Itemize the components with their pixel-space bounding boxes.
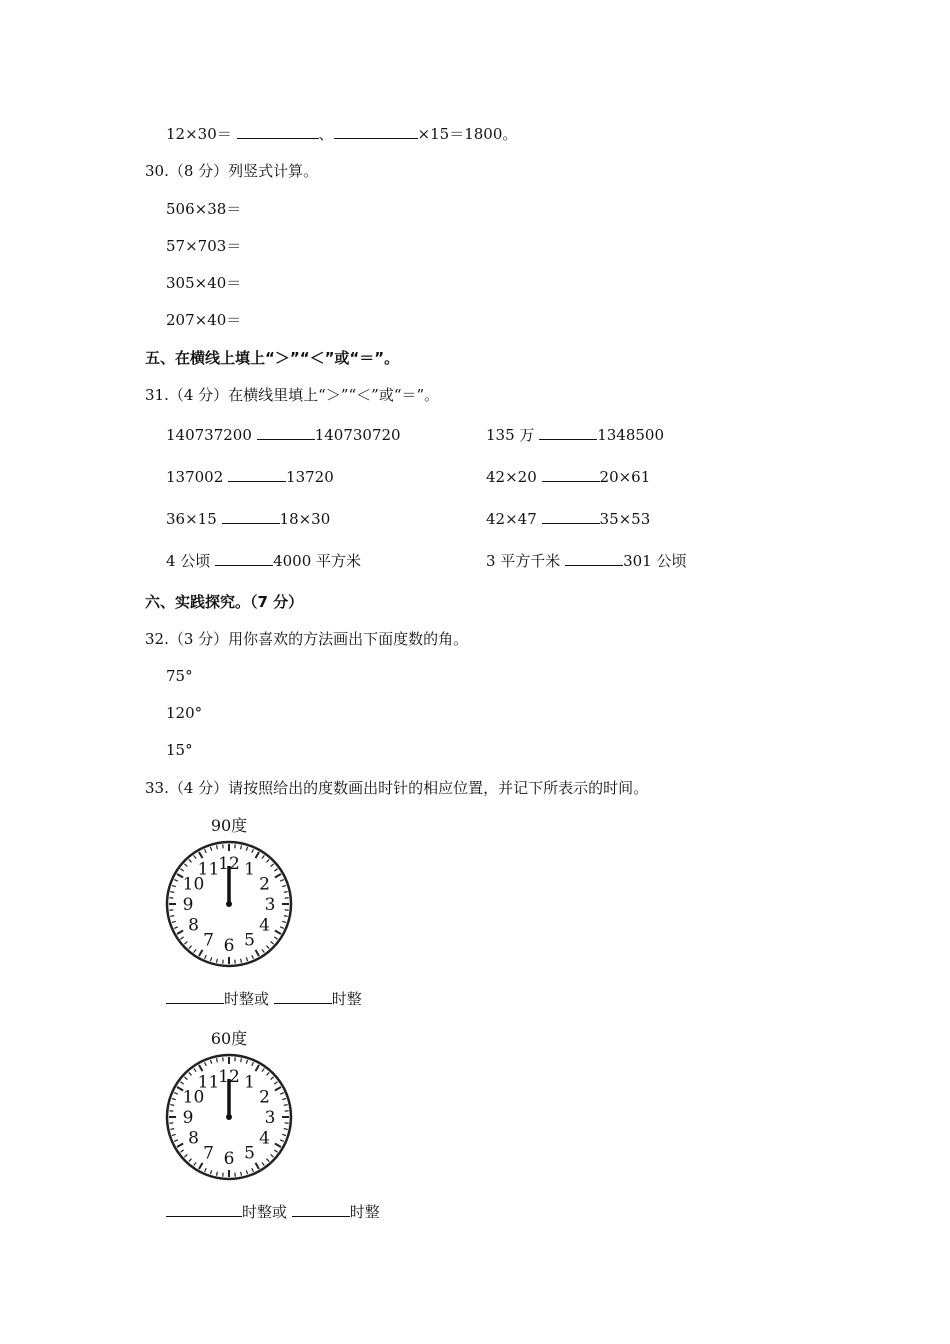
section-5-heading: 五、在横线上填上“＞”“＜”或“＝”。	[145, 349, 400, 367]
clock-number: 4	[259, 915, 270, 936]
answer-text: 时整	[331, 990, 362, 1008]
clock-tick	[217, 1058, 218, 1062]
q33-answer-line-1	[166, 989, 362, 1009]
comparison-right-value: 20×61	[599, 468, 651, 486]
clock-tick	[217, 1172, 218, 1176]
clock-number: 5	[244, 1143, 255, 1164]
comparison-right-value: 4000 平方米	[273, 552, 362, 570]
hour-blank[interactable]	[166, 1202, 242, 1217]
clock-number: 10	[182, 874, 205, 895]
clock-degree-label: 90度	[210, 816, 248, 835]
q31-right-item	[486, 551, 687, 571]
q32-title: 32.（3 分）用你喜欢的方法画出下面度数的角。	[145, 630, 469, 648]
q33-answer-line-2	[166, 1202, 380, 1222]
comparison-left-value: 36×15	[166, 510, 217, 528]
q32-angle: 75°	[166, 667, 193, 685]
clock-center	[226, 901, 232, 907]
q30-item: 207×40＝	[166, 311, 242, 329]
clock-number: 9	[182, 895, 194, 915]
clock-number: 5	[244, 930, 255, 951]
clock-number: 11	[197, 1072, 220, 1093]
q33-title: 33.（4 分）请按照给出的度数画出时针的相应位置，并记下所表示的时间。	[145, 779, 649, 797]
comparison-left-value: 140737200	[166, 426, 252, 444]
clock-number: 8	[188, 915, 199, 936]
clock-number: 3	[264, 895, 276, 915]
answer-blank[interactable]	[334, 124, 418, 139]
clock-tick	[241, 959, 242, 963]
q31-left-item	[166, 467, 334, 487]
clock-tick	[217, 845, 218, 849]
clock-tick	[170, 916, 174, 917]
clock-tick	[241, 845, 242, 849]
q31-left-item	[166, 551, 361, 571]
clock-number: 2	[259, 874, 270, 895]
comparison-right-value: 1348500	[597, 426, 664, 444]
q29-tail-line	[166, 124, 517, 144]
clock-tick	[241, 1172, 242, 1176]
clock-tick	[170, 1129, 174, 1130]
q31-left-item	[166, 509, 330, 529]
answer-blank[interactable]	[237, 124, 319, 139]
hour-blank[interactable]	[292, 1202, 350, 1217]
q31-right-item	[486, 509, 650, 529]
clock-tick	[284, 1129, 288, 1130]
comparison-right-value: 140730720	[314, 426, 401, 444]
comparison-blank[interactable]	[257, 425, 315, 440]
clock-number: 7	[203, 1143, 214, 1164]
q31-right-item	[486, 425, 664, 445]
clock-number: 1	[244, 1072, 255, 1093]
comparison-right-value: 35×53	[599, 510, 651, 528]
comparison-blank[interactable]	[542, 509, 600, 524]
clock-face-icon[interactable]	[159, 836, 299, 972]
comparison-blank[interactable]	[542, 467, 600, 482]
clock-face-icon[interactable]	[159, 1049, 299, 1185]
clock-tick	[284, 916, 288, 917]
clock-tick	[284, 1105, 288, 1106]
clock-number: 6	[223, 936, 235, 956]
comparison-right-value: 18×30	[279, 510, 331, 528]
comparison-right-value: 301 公顷	[623, 552, 687, 570]
comparison-left-value: 4 公顷	[166, 552, 211, 570]
q30-item: 506×38＝	[166, 200, 242, 218]
clock-number: 9	[182, 1108, 194, 1128]
q31-right-item	[486, 467, 650, 487]
clock-number: 2	[259, 1087, 270, 1108]
clock-number: 8	[188, 1128, 199, 1149]
clock-number: 12	[218, 854, 240, 874]
clock-block-2	[159, 1029, 299, 1185]
clock-number: 11	[197, 859, 220, 880]
q29-separator: 、	[318, 125, 334, 143]
answer-text: 时整	[349, 1203, 380, 1221]
clock-number: 7	[203, 930, 214, 951]
clock-number: 4	[259, 1128, 270, 1149]
clock-number: 6	[223, 1149, 235, 1169]
comparison-blank[interactable]	[565, 551, 623, 566]
q32-angle: 120°	[166, 704, 203, 722]
clock-block-1	[159, 816, 299, 972]
clock-number: 3	[264, 1108, 276, 1128]
comparison-right-value: 13720	[286, 468, 334, 486]
q30-item: 57×703＝	[166, 237, 242, 255]
comparison-blank[interactable]	[215, 551, 273, 566]
hour-blank[interactable]	[166, 989, 224, 1004]
comparison-blank[interactable]	[222, 509, 280, 524]
hour-blank[interactable]	[274, 989, 332, 1004]
clock-center	[226, 1114, 232, 1120]
clock-tick	[241, 1058, 242, 1062]
answer-text: 时整或	[242, 1203, 288, 1221]
comparison-left-value: 135 万	[486, 426, 535, 444]
answer-text: 时整或	[224, 990, 270, 1008]
comparison-blank[interactable]	[228, 467, 286, 482]
clock-degree-label: 60度	[210, 1029, 248, 1048]
clock-number: 1	[244, 859, 255, 880]
section-6-heading: 六、实践探究。（7 分）	[145, 593, 304, 611]
q30-item: 305×40＝	[166, 274, 242, 292]
q29-prefix: 12×30＝	[166, 125, 232, 143]
clock-number: 10	[182, 1087, 205, 1108]
q30-title: 30.（8 分）列竖式计算。	[145, 162, 319, 180]
comparison-left-value: 3 平方千米	[486, 552, 561, 570]
q31-left-item	[166, 425, 401, 445]
q32-angle: 15°	[166, 741, 193, 759]
clock-tick	[170, 1105, 174, 1106]
comparison-left-value: 137002	[166, 468, 224, 486]
clock-tick	[284, 892, 288, 893]
comparison-left-value: 42×20	[486, 468, 537, 486]
clock-number: 12	[218, 1067, 240, 1087]
comparison-left-value: 42×47	[486, 510, 537, 528]
q29-suffix: ×15＝1800。	[417, 125, 518, 143]
clock-tick	[217, 959, 218, 963]
clock-tick	[170, 892, 174, 893]
q31-title: 31.（4 分）在横线里填上“＞”“＜”或“＝”。	[145, 386, 440, 404]
comparison-blank[interactable]	[539, 425, 597, 440]
